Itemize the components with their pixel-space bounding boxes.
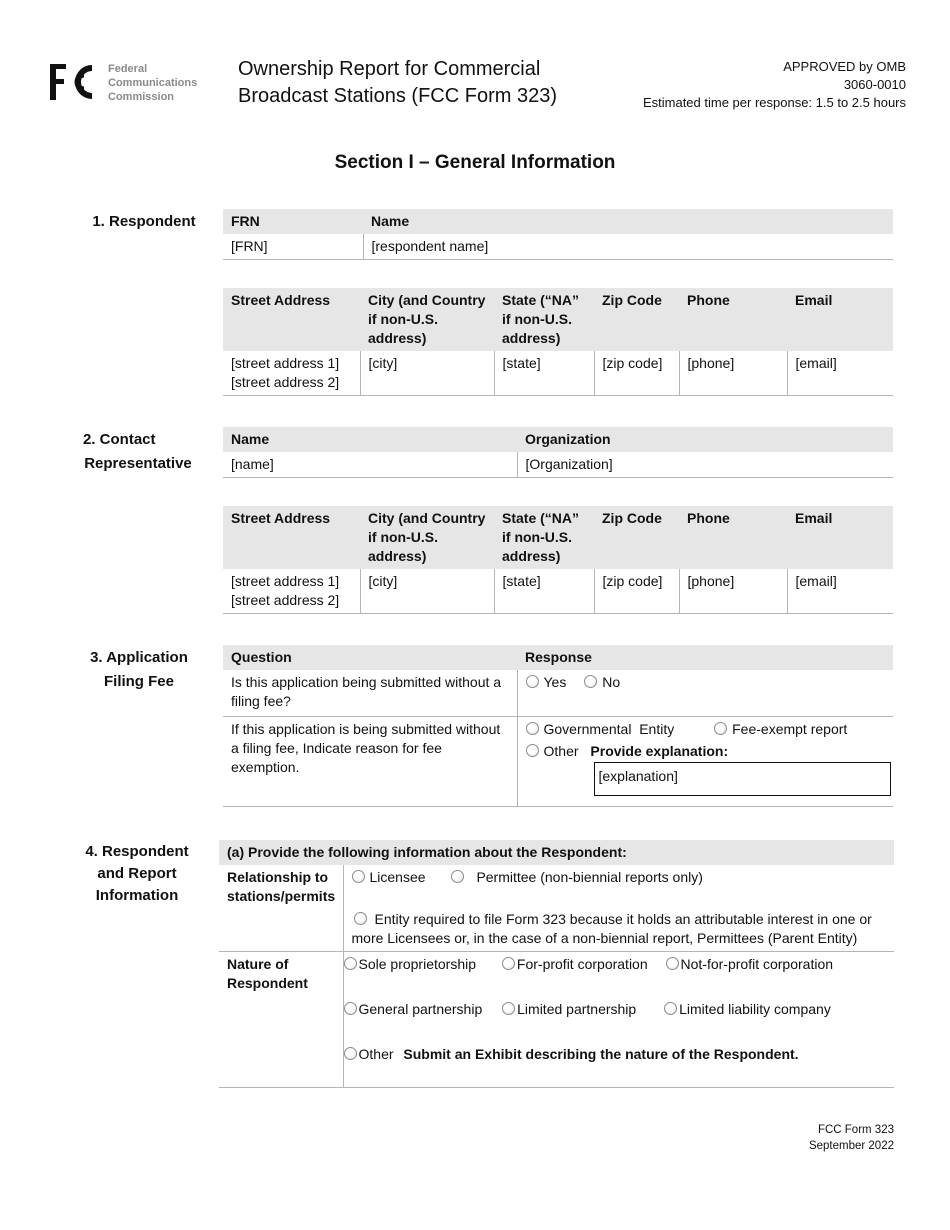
contact-street-header: Street Address — [223, 506, 360, 569]
contact-street-address-field[interactable] — [223, 569, 360, 614]
email-field[interactable]: [email] — [787, 351, 893, 396]
filing-fee-question-1: Is this application being submitted without a filing fee? — [223, 670, 517, 716]
report-info-label-line-1: 4. Respondent — [85, 843, 189, 860]
contact-phone-field[interactable]: [phone] — [679, 569, 787, 614]
contact-name-header: Name — [223, 427, 517, 452]
not-for-profit-option[interactable] — [666, 955, 834, 974]
page-footer — [809, 1122, 894, 1154]
fee-gov-entity-option[interactable] — [526, 720, 675, 739]
phone-field[interactable]: [phone] — [679, 351, 787, 396]
contact-city-field[interactable]: [city] — [360, 569, 494, 614]
fee-other-label: Other — [543, 742, 579, 759]
organization-header: Organization — [517, 427, 893, 452]
name-header: Name — [363, 209, 893, 234]
llc-label: Limited liability company — [679, 1001, 831, 1017]
contact-state-header: State (“NA” if non-U.S. address) — [494, 506, 594, 569]
nature-other-note: Submit an Exhibit describing the nature of the Respondent. — [403, 1046, 799, 1062]
sole-proprietorship-label: Sole proprietorship — [358, 956, 477, 972]
fee-no-option[interactable] — [584, 673, 620, 692]
contact-label-line-2: Representative — [84, 455, 192, 472]
street-address-field[interactable] — [223, 351, 360, 396]
fee-exempt-label: Fee-exempt report — [732, 720, 848, 737]
agency-name — [108, 62, 197, 104]
agency-line-3: Commission — [108, 91, 175, 103]
phone-header: Phone — [679, 288, 787, 351]
footer-date: September 2022 — [808, 1140, 894, 1152]
nature-other-radio[interactable] — [344, 1047, 357, 1060]
filing-fee-label-line-2: Filing Fee — [103, 673, 174, 690]
contact-zip-header: Zip Code — [594, 506, 679, 569]
licensee-radio[interactable] — [352, 870, 365, 883]
general-partnership-option[interactable] — [344, 1000, 483, 1019]
not-for-profit-label: Not-for-profit corporation — [680, 956, 834, 972]
city-header: City (and Country if non-U.S. address) — [360, 288, 494, 351]
email-header: Email — [787, 288, 893, 351]
contact-name-table — [223, 427, 893, 478]
permittee-option[interactable] — [451, 868, 702, 887]
nature-label: Nature of Respondent — [219, 952, 343, 1088]
fee-other-option[interactable] — [526, 742, 579, 761]
fee-gov-entity-radio[interactable] — [526, 722, 539, 735]
fee-no-radio[interactable] — [584, 675, 597, 688]
fee-yes-radio[interactable] — [526, 675, 539, 688]
omb-line-1: APPROVED by OMB — [783, 59, 906, 74]
nature-other-label: Other — [358, 1046, 394, 1062]
form-title — [238, 56, 557, 110]
respondent-name-field[interactable]: [respondent name] — [363, 234, 893, 260]
sole-proprietorship-radio[interactable] — [344, 957, 357, 970]
omb-line-3: Estimated time per response: 1.5 to 2.5 hours — [642, 95, 906, 110]
report-info-table — [219, 840, 894, 1088]
organization-field[interactable]: [Organization] — [517, 452, 893, 478]
street-header: Street Address — [223, 288, 360, 351]
fee-exempt-option[interactable] — [714, 720, 847, 739]
fee-yes-label: Yes — [543, 674, 567, 690]
sole-proprietorship-option[interactable] — [344, 955, 477, 974]
contact-state-field[interactable]: [state] — [494, 569, 594, 614]
frn-header: FRN — [223, 209, 363, 234]
for-profit-label: For-profit corporation — [516, 956, 648, 972]
permittee-label: Permittee (non-biennial reports only) — [476, 869, 703, 885]
contact-street-address-1: [street address 1] — [231, 573, 340, 589]
parent-entity-radio[interactable] — [354, 912, 367, 925]
limited-partnership-label: Limited partnership — [517, 1001, 637, 1017]
report-info-label-line-3: Information — [95, 887, 179, 904]
omb-approval — [643, 58, 906, 112]
contact-label — [72, 428, 204, 476]
contact-email-field[interactable]: [email] — [787, 569, 893, 614]
fee-gov-entity-label: Governmental Entity — [543, 720, 675, 737]
section-title: Section I – General Information — [334, 152, 616, 173]
report-info-header: (a) Provide the following information about the Respondent: — [219, 840, 894, 865]
fcc-logo-icon — [48, 60, 104, 104]
response-header: Response — [517, 645, 893, 670]
parent-entity-label: Entity required to file Form 323 because it holds an attributable interest in one or more Licensees or, in the case of a non-biennial report, Permittees (Parent Entity) — [351, 911, 872, 946]
fee-other-radio[interactable] — [526, 744, 539, 757]
contact-zip-field[interactable]: [zip code] — [594, 569, 679, 614]
contact-city-header: City (and Country if non-U.S. address) — [360, 506, 494, 569]
report-info-label — [72, 841, 202, 907]
contact-street-address-2: [street address 2] — [231, 592, 340, 608]
for-profit-option[interactable] — [502, 955, 648, 974]
contact-phone-header: Phone — [679, 506, 787, 569]
licensee-option[interactable] — [352, 868, 426, 887]
footer-form-number: FCC Form 323 — [817, 1124, 894, 1136]
not-for-profit-radio[interactable] — [666, 957, 679, 970]
respondent-label: 1. Respondent — [92, 213, 196, 230]
agency-line-2: Communications — [108, 77, 198, 89]
omb-line-2: 3060-0010 — [843, 77, 906, 92]
general-partnership-radio[interactable] — [344, 1002, 357, 1015]
provide-explanation-label: Provide explanation: — [590, 742, 729, 759]
contact-address-table — [223, 506, 893, 614]
filing-fee-label — [74, 646, 204, 694]
form-title-line-2: Broadcast Stations (FCC Form 323) — [238, 85, 557, 107]
contact-label-line-1: 2. Contact — [83, 431, 156, 448]
llc-option[interactable] — [664, 1000, 831, 1019]
permittee-radio[interactable] — [451, 870, 464, 883]
contact-name-field[interactable]: [name] — [223, 452, 517, 478]
filing-fee-response-2 — [517, 716, 893, 806]
filing-fee-question-2: If this application is being submitted without a filing fee, Indicate reason for fee exemption. — [223, 716, 517, 806]
llc-radio[interactable] — [664, 1002, 677, 1015]
for-profit-radio[interactable] — [502, 957, 515, 970]
form-title-line-1: Ownership Report for Commercial — [238, 58, 541, 80]
explanation-input[interactable]: [explanation] — [594, 762, 891, 796]
filing-fee-table — [223, 645, 893, 807]
respondent-address-table — [223, 288, 893, 396]
nature-options — [343, 952, 894, 1088]
zip-header: Zip Code — [594, 288, 679, 351]
parent-entity-option[interactable] — [352, 910, 887, 948]
licensee-label: Licensee — [369, 869, 426, 885]
limited-partnership-radio[interactable] — [502, 1002, 515, 1015]
fee-yes-option[interactable] — [526, 673, 567, 692]
state-header: State (“NA” if non-U.S. address) — [494, 288, 594, 351]
agency-line-1: Federal — [108, 63, 148, 75]
state-field[interactable]: [state] — [494, 351, 594, 396]
relationship-options — [343, 865, 894, 952]
limited-partnership-option[interactable] — [502, 1000, 636, 1019]
filing-fee-label-line-1: 3. Application — [90, 649, 188, 666]
report-info-label-line-2: and Report — [97, 865, 177, 882]
contact-email-header: Email — [787, 506, 893, 569]
fee-exempt-radio[interactable] — [714, 722, 727, 735]
question-header: Question — [223, 645, 517, 670]
respondent-name-table — [223, 209, 893, 260]
city-field[interactable]: [city] — [360, 351, 494, 396]
filing-fee-response-1 — [517, 670, 893, 716]
fcc-logo — [48, 60, 218, 108]
relationship-label: Relationship to stations/permits — [219, 865, 343, 952]
street-address-2: [street address 2] — [231, 374, 340, 390]
general-partnership-label: General partnership — [358, 1001, 483, 1017]
nature-other-option[interactable] — [344, 1045, 394, 1064]
frn-field[interactable]: [FRN] — [223, 234, 363, 260]
fee-no-label: No — [602, 674, 621, 690]
street-address-1: [street address 1] — [231, 355, 340, 371]
zip-field[interactable]: [zip code] — [594, 351, 679, 396]
